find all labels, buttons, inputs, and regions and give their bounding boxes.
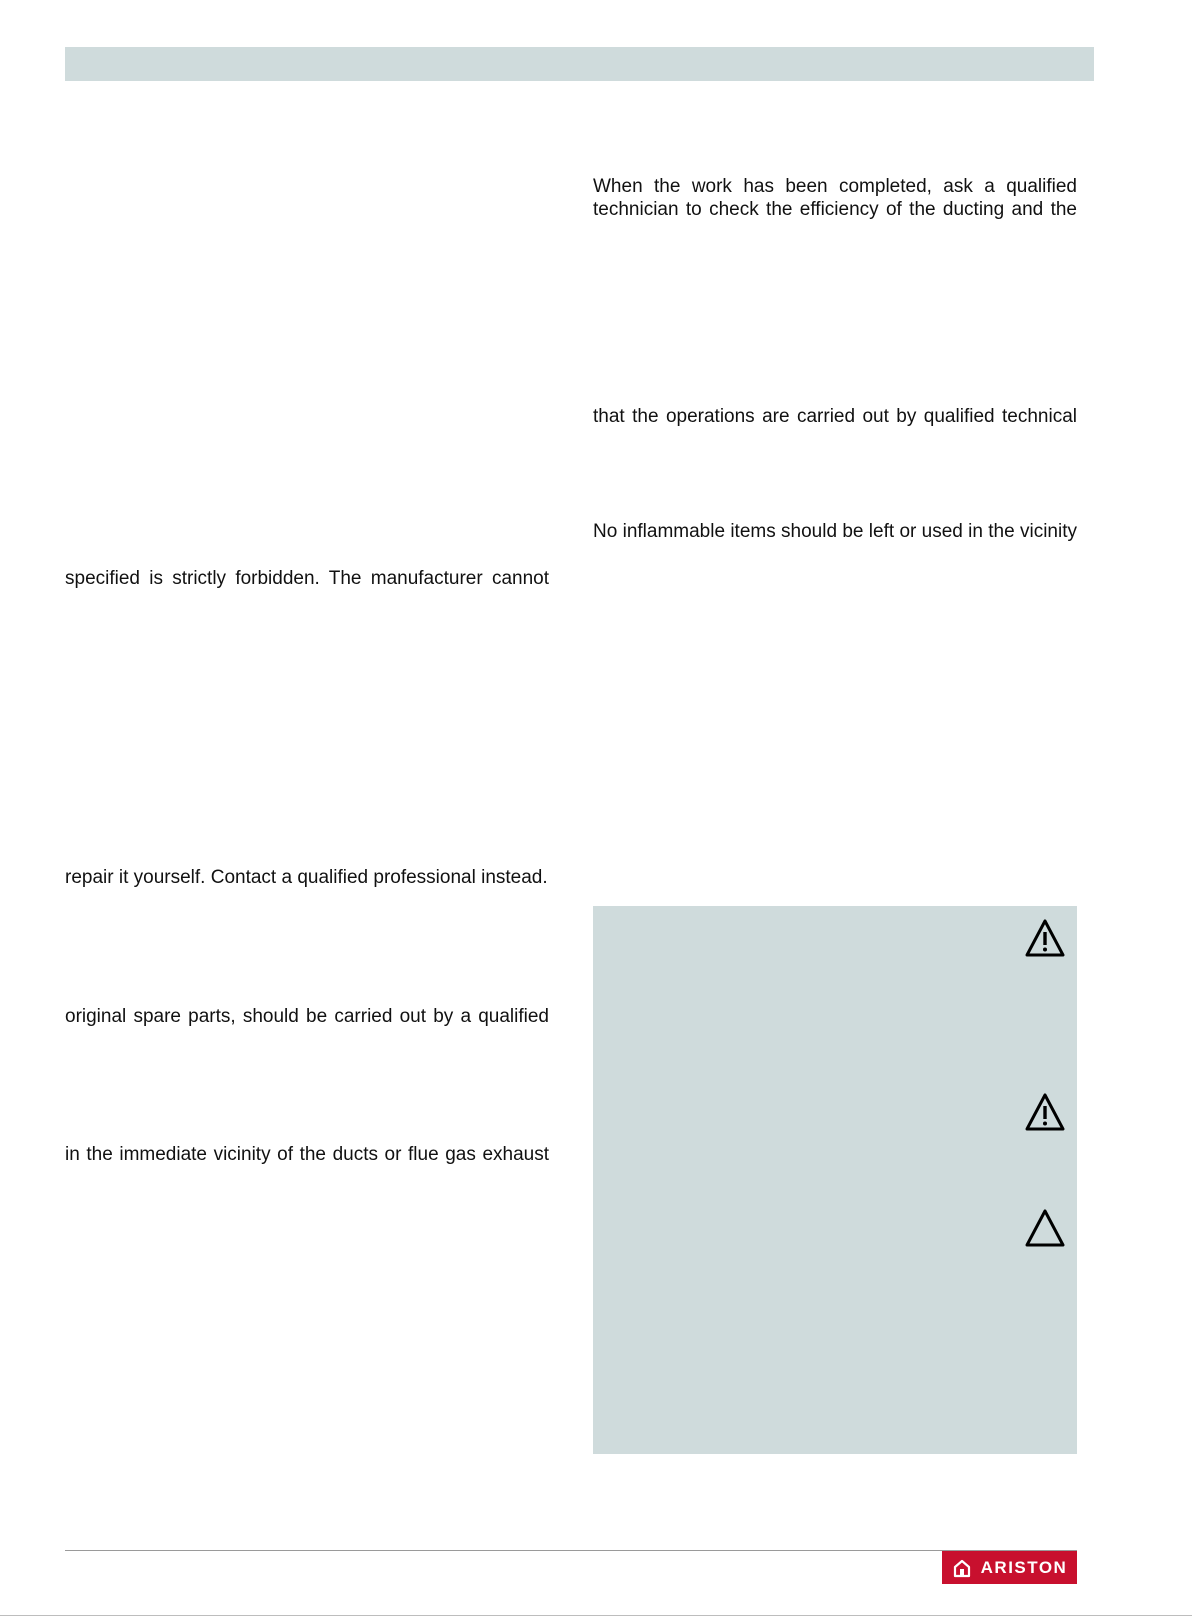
right-text-line-3: that the operations are carried out by qualified technical xyxy=(593,406,1077,427)
footer-divider xyxy=(65,1550,1077,1551)
left-text-line-1: specified is strictly forbidden. The manufacturer cannot xyxy=(65,568,549,589)
brand-name: ARISTON xyxy=(980,1557,1068,1577)
warning-exclamation-icon xyxy=(1024,918,1066,958)
warning-triangle-icon xyxy=(1024,1208,1066,1248)
right-text-line-4: No inflammable items should be left or used in the vicinity xyxy=(593,521,1077,542)
left-text-line-2: repair it yourself. Contact a qualified professional instead. xyxy=(65,867,548,888)
page-bottom-edge xyxy=(0,1615,1192,1616)
warning-exclamation-icon xyxy=(1024,1092,1066,1132)
header-bar xyxy=(65,47,1094,81)
ariston-logo xyxy=(942,1551,1077,1584)
warning-box xyxy=(593,906,1077,1454)
right-text-line-2: technician to check the efficiency of the ducting and the xyxy=(593,199,1077,220)
left-text-line-3: original spare parts, should be carried out by a qualified xyxy=(65,1006,549,1027)
left-text-line-4: in the immediate vicinity of the ducts or flue gas exhaust xyxy=(65,1144,549,1165)
house-icon xyxy=(952,1558,972,1578)
right-text-line-1: When the work has been completed, ask a qualified xyxy=(593,176,1077,197)
